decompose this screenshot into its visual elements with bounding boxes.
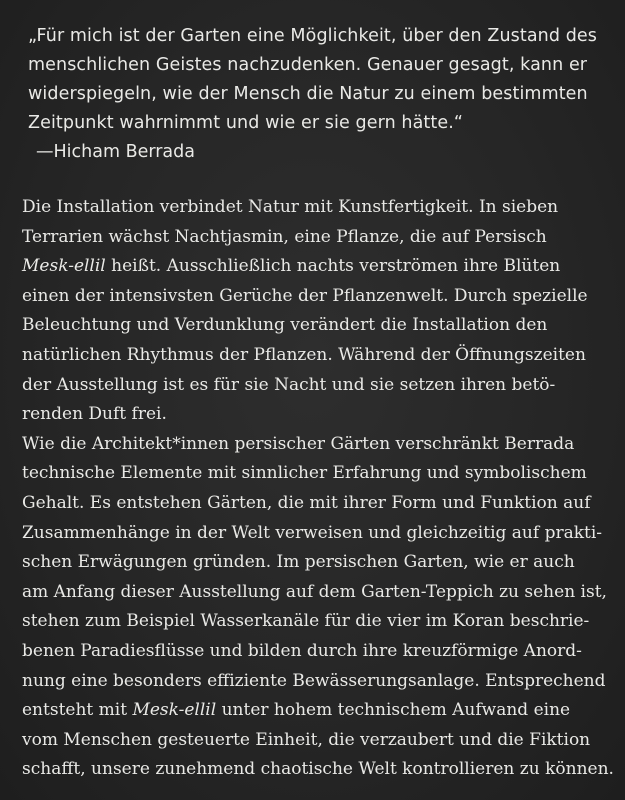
body-text xyxy=(22,193,614,785)
body-line: Gehalt. Es entstehen Gärten, die mit ihrer Form und Funktion auf xyxy=(22,492,591,513)
body-line-post: unter hohem technischem Aufwand eine xyxy=(216,700,571,721)
body-line: vom Menschen gesteuerte Einheit, die verzaubert und die Fiktion xyxy=(22,729,591,750)
quote-line: „Für mich ist der Garten eine Möglichkeit, über den Zustand des xyxy=(28,26,597,46)
body-line: Die Installation verbindet Natur mit Kunstfertigkeit. In sieben xyxy=(22,197,559,217)
quote-block xyxy=(28,22,607,138)
body-line: renden Duft frei. xyxy=(22,404,167,425)
body-line: natürlichen Rhythmus der Pflanzen. Während der Öffnungszeiten xyxy=(22,344,586,365)
body-line xyxy=(22,252,607,282)
body-line: Zusammenhänge in der Welt verweisen und gleichzeitig auf prakti- xyxy=(22,522,603,543)
body-line-pre: entsteht mit xyxy=(22,700,133,721)
body-line-rest: heißt. Ausschließlich nachts verströmen ihre Blüten xyxy=(105,256,561,277)
body-line: technische Elemente mit sinnlicher Erfahrung und symbolischem xyxy=(22,463,587,484)
body-line xyxy=(22,696,607,726)
quote-attribution: —Hicham Berrada xyxy=(36,142,195,162)
body-line: stehen zum Beispiel Wasserkanäle für die vier im Koran beschrie- xyxy=(22,611,590,632)
body-line: einen der intensivsten Gerüche der Pflanzenwelt. Durch spezielle xyxy=(22,285,588,306)
body-line: der Ausstellung ist es für sie Nacht und sie setzen ihren betö- xyxy=(22,374,556,395)
body-line: Terrarien wächst Nachtjasmin, eine Pflanze, die auf Persisch xyxy=(22,226,547,247)
body-line: Wie die Architekt*innen persischer Gärten verschränkt Berrada xyxy=(22,433,575,454)
body-line: am Anfang dieser Ausstellung auf dem Garten-Teppich zu sehen ist, xyxy=(22,581,607,602)
quote-line: Zeitpunkt wahrnimmt und wie er sie gern hätte.“ xyxy=(28,113,464,133)
italic-term: Mesk-ellil xyxy=(132,700,217,721)
body-line: schen Erwägungen gründen. Im persischen Garten, wie er auch xyxy=(22,552,575,573)
body-line: benen Paradiesflüsse und bilden durch ihre kreuzförmige Anord- xyxy=(22,640,582,661)
italic-term: Mesk-ellil xyxy=(22,256,106,277)
quote-line: menschlichen Geistes nachzudenken. Genauer gesagt, kann er xyxy=(28,55,588,75)
quote-line: widerspiegeln, wie der Mensch die Natur zu einem bestimmten xyxy=(28,84,588,104)
body-line: schafft, unsere zunehmend chaotische Welt kontrollieren zu können. xyxy=(22,759,614,780)
body-line: Beleuchtung und Verdunklung verändert die Installation den xyxy=(22,315,548,336)
body-line: nung eine besonders effiziente Bewässerungsanlage. Entsprechend xyxy=(22,670,606,691)
